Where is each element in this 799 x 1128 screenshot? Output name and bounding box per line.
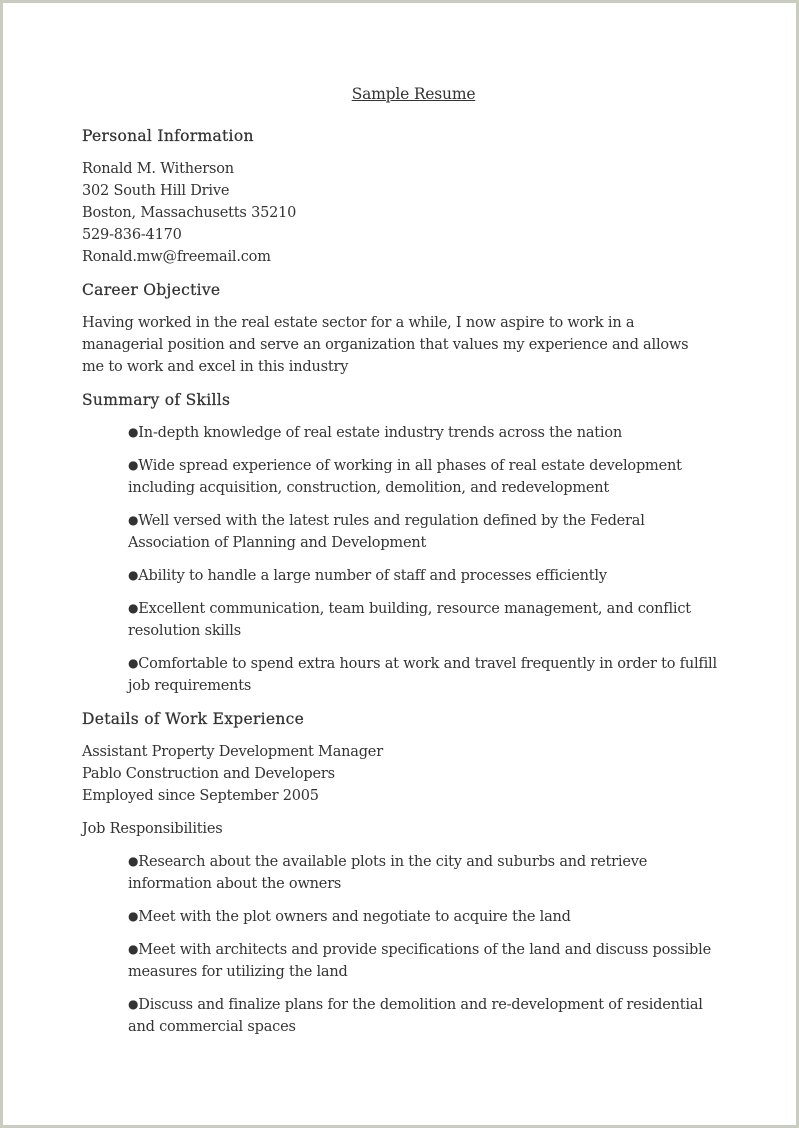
bullet-icon: ● bbox=[128, 458, 139, 472]
personal-name: Ronald M. Witherson bbox=[82, 161, 234, 177]
skill-item-text: Comfortable to spend extra hours at work and travel frequently in order to fulfill job requirements bbox=[128, 656, 717, 694]
skill-item-text: Wide spread experience of working in all phases of real estate development including acquisition, construction, demolition, and redevelopment bbox=[128, 458, 682, 496]
bullet-icon: ● bbox=[128, 425, 139, 439]
skill-item bbox=[128, 565, 728, 587]
responsibility-item bbox=[128, 851, 728, 895]
skill-item-text: Well versed with the latest rules and regulation defined by the Federal Association of Planning and Development bbox=[128, 513, 645, 551]
document-title: Sample Resume bbox=[351, 85, 476, 103]
responsibility-item bbox=[128, 994, 728, 1038]
personal-info-block bbox=[82, 158, 742, 268]
section-heading-objective: Career Objective bbox=[82, 281, 221, 299]
bullet-icon: ● bbox=[128, 909, 139, 923]
experience-position: Assistant Property Development Manager bbox=[82, 744, 383, 760]
responsibility-item bbox=[128, 906, 728, 928]
skill-item bbox=[128, 598, 728, 642]
resume-document bbox=[82, 83, 742, 1049]
personal-phone: 529-836-4170 bbox=[82, 227, 182, 243]
section-heading-skills: Summary of Skills bbox=[82, 391, 231, 409]
bullet-icon: ● bbox=[128, 601, 139, 615]
bullet-icon: ● bbox=[128, 656, 139, 670]
experience-company: Pablo Construction and Developers bbox=[82, 766, 335, 782]
section-heading-experience: Details of Work Experience bbox=[82, 710, 305, 728]
skill-item bbox=[128, 422, 728, 444]
section-heading-personal: Personal Information bbox=[82, 127, 254, 145]
responsibilities-label: Job Responsibilities bbox=[82, 821, 223, 837]
skill-item-text: In-depth knowledge of real estate industry trends across the nation bbox=[138, 425, 623, 441]
skill-item bbox=[128, 653, 728, 697]
responsibility-item bbox=[128, 939, 728, 983]
skill-item-text: Ability to handle a large number of staff and processes efficiently bbox=[138, 568, 607, 584]
experience-employed: Employed since September 2005 bbox=[82, 788, 319, 804]
bullet-icon: ● bbox=[128, 854, 139, 868]
skill-item bbox=[128, 455, 728, 499]
skill-item-text: Excellent communication, team building, resource management, and conflict resolution skills bbox=[128, 601, 691, 639]
bullet-icon: ● bbox=[128, 997, 139, 1011]
responsibility-item-text: Meet with the plot owners and negotiate to acquire the land bbox=[138, 909, 571, 925]
bullet-icon: ● bbox=[128, 513, 139, 527]
bullet-icon: ● bbox=[128, 942, 139, 956]
responsibility-item-text: Discuss and finalize plans for the demolition and re-development of residential and commercial spaces bbox=[128, 997, 703, 1035]
experience-block bbox=[82, 741, 742, 807]
personal-address-line1: 302 South Hill Drive bbox=[82, 183, 230, 199]
personal-email: Ronald.mw@freemail.com bbox=[82, 249, 271, 265]
personal-address-line2: Boston, Massachusetts 35210 bbox=[82, 205, 297, 221]
objective-text: Having worked in the real estate sector for a while, I now aspire to work in a managerial position and serve an organization that values my experience and allows me to work and excel in this industry bbox=[82, 315, 689, 375]
bullet-icon: ● bbox=[128, 568, 139, 582]
skills-list bbox=[82, 422, 742, 697]
responsibilities-list bbox=[82, 851, 742, 1038]
responsibility-item-text: Research about the available plots in the city and suburbs and retrieve information about the owners bbox=[128, 854, 648, 892]
responsibility-item-text: Meet with architects and provide specifications of the land and discuss possible measures for utilizing the land bbox=[128, 942, 711, 980]
skill-item bbox=[128, 510, 728, 554]
